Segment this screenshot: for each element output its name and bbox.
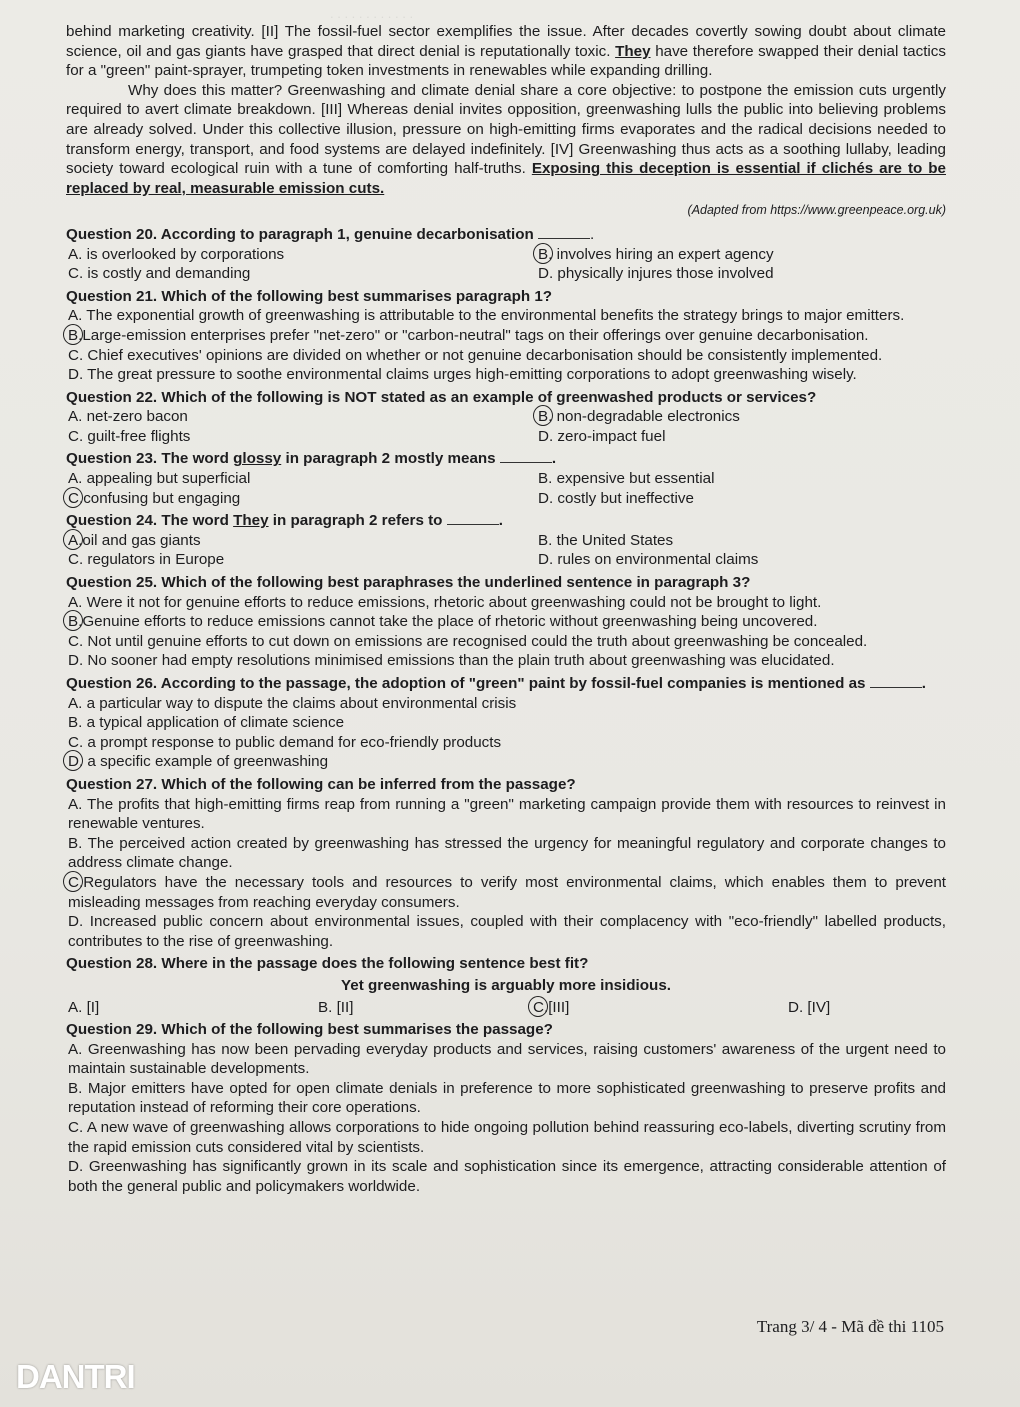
option-b[interactable]: B. involves hiring an expert agency (538, 245, 774, 263)
option-b[interactable]: B. the United States (538, 531, 674, 549)
option-a[interactable]: A. The profits that high-emitting firms reap from running a "green" marketing campaign provide them with resources to reinvest in renewable ventures. (68, 795, 946, 833)
options (66, 531, 946, 570)
page-content (66, 22, 946, 1196)
answer-blank (500, 450, 552, 463)
option-d[interactable]: D. The great pressure to soothe environmental claims urges high-emitting corporations to adopt greenwashing wisely. (68, 366, 857, 384)
option-c[interactable]: C.Regulators have the necessary tools and resources to verify most environmental claims, which enables them to prevent misleading messages from reaching everyday consumers. (68, 873, 946, 911)
option-a[interactable]: A. is overlooked by corporations (68, 245, 285, 263)
option-d[interactable]: D. Greenwashing has significantly grown in its scale and sophistication since its emergence, attracting considerable attention of both the general public and policymakers worldwide. (68, 1158, 946, 1195)
option-c[interactable]: C. Chief executives' opinions are divided on whether or not genuine decarbonisation should be consistently implemented. (68, 346, 883, 364)
option-a[interactable]: A. Greenwashing has now been pervading everyday products and services, raising customers' awareness of the urgent need to maintain sustainable developments. (68, 1040, 946, 1078)
question-stem: Question 22. Which of the following is NOT stated as an example of greenwashed products or services? (66, 388, 817, 406)
question-24 (66, 511, 946, 570)
answer-blank (538, 226, 590, 239)
question-stem: Question 28. Where in the passage does the following sentence best fit? (66, 955, 589, 973)
option-a[interactable]: A. The exponential growth of greenwashing is attributable to the environmental benefits the strategy brings to major emitters. (68, 307, 905, 325)
passage-paragraph-3: Why does this matter? Greenwashing and climate denial share a core objective: to postpone the emission cuts urgently required to avert climate breakdown. [III] Whereas denial invites opposition, greenwashing lulls the public into believing problems are already solved. Under this collective illusion, pressure on high-emitting firms evaporates and the radical decisions needed to transform energy, transport, and food systems are delayed indefinitely. [IV] Greenwashing thus acts as a soothing lullaby, leading society toward ecological ruin with a tune of comforting half-truths. Exposing this deception is essential if clichés are to be replaced by real, measurable emission cuts. (66, 81, 946, 197)
option-c[interactable]: C.[III] (533, 998, 570, 1016)
question-25 (66, 573, 946, 671)
circled-answer-mark: C. (533, 998, 549, 1016)
question-stem: Question 23. The word glossy in paragraph 2 mostly means . (66, 450, 557, 468)
circled-answer-mark: A. (68, 531, 83, 549)
option-c[interactable]: C. is costly and demanding (68, 265, 251, 283)
question-stem: Question 25. Which of the following best paraphrases the underlined sentence in paragraph 3? (66, 574, 751, 592)
option-a[interactable]: A. Were it not for genuine efforts to reduce emissions, rhetoric about greenwashing could not be brought to light. (68, 593, 822, 611)
they-underlined: They (615, 42, 651, 60)
option-b[interactable]: B.Genuine efforts to reduce emissions cannot take the place of rhetoric without greenwashing being uncovered. (68, 613, 818, 631)
dantri-watermark-logo: DANTRI (16, 1358, 135, 1395)
page-footer: Trang 3/ 4 - Mã đề thi 1105 (756, 1317, 944, 1336)
question-stem: Question 27. Which of the following can be inferred from the passage? (66, 775, 576, 793)
option-a[interactable]: A. net-zero bacon (68, 408, 188, 426)
option-b[interactable]: B. non-degradable electronics (538, 408, 740, 426)
option-a[interactable]: A. [I] (68, 998, 100, 1016)
option-b[interactable]: B. expensive but essential (538, 470, 715, 488)
options (66, 998, 946, 1018)
circled-answer-mark: B. (538, 408, 553, 426)
circled-answer-mark: D. (68, 753, 84, 771)
option-c[interactable]: C. a prompt response to public demand for eco-friendly products (68, 733, 502, 751)
underlined-sentence: Exposing this deception is essential if clichés are to be replaced by real, measurable emission cuts. (66, 160, 946, 197)
option-c[interactable]: C. A new wave of greenwashing allows corporations to hide ongoing pollution behind reassuring eco-labels, diverting scrutiny from the rapid emission cuts considered vital by scientists. (68, 1119, 946, 1156)
insert-sentence: Yet greenwashing is arguably more insidious. (341, 976, 671, 994)
question-23 (66, 449, 946, 508)
option-d[interactable]: D. a specific example of greenwashing (68, 753, 329, 771)
option-d[interactable]: D. Increased public concern about environmental issues, coupled with their complacency with "eco-friendly" labelled products, contributes to the rise of greenwashing. (68, 913, 946, 950)
question-stem: Question 20. According to paragraph 1, genuine decarbonisation . (66, 225, 595, 243)
option-b[interactable]: B. [II] (318, 998, 354, 1016)
options (66, 245, 946, 284)
question-26 (66, 674, 946, 772)
question-stem: Question 21. Which of the following best summarises paragraph 1? (66, 287, 553, 305)
question-20 (66, 225, 946, 284)
question-stem: Question 26. According to the passage, the adoption of "green" paint by fossil-fuel companies is mentioned as . (66, 675, 926, 692)
options (66, 407, 946, 446)
option-a[interactable]: A.oil and gas giants (68, 531, 201, 549)
question-28 (66, 954, 946, 1017)
option-b[interactable]: B.Large-emission enterprises prefer "net-zero" or "carbon-neutral" tags on their offerings over genuine decarbonisation. (68, 326, 869, 344)
circled-answer-mark: C. (68, 873, 84, 891)
passage-paragraph-2: behind marketing creativity. [II] The fossil-fuel sector exemplifies the issue. After decades covertly sowing doubt about climate science, oil and gas giants have grasped that direct denial is reputationally toxic. They have therefore swapped their denial tactics for a "green" paint-sprayer, trumpeting token investments in renewables while expanding drilling. (66, 23, 946, 80)
question-stem: Question 29. Which of the following best summarises the passage? (66, 1021, 553, 1039)
circled-answer-mark: C. (68, 489, 84, 507)
option-c[interactable]: C.confusing but engaging (68, 489, 241, 507)
circled-answer-mark: B. (68, 326, 83, 344)
option-d[interactable]: D. rules on environmental claims (538, 551, 759, 569)
option-c[interactable]: C. Not until genuine efforts to cut down on emissions are recognised could the truth about greenwashing be concealed. (68, 632, 868, 650)
option-c[interactable]: C. guilt-free flights (68, 427, 191, 445)
option-b[interactable]: B. a typical application of climate science (68, 714, 345, 732)
option-b[interactable]: B. The perceived action created by greenwashing has stressed the urgency for meaningful regulatory and corporate changes to address climate change. (68, 834, 946, 872)
option-a[interactable]: A. a particular way to dispute the claims about environmental crisis (68, 694, 517, 712)
show-through-text: . . . . . . . . . . . . (330, 6, 414, 21)
question-29 (66, 1020, 946, 1196)
question-stem: Question 24. The word They in paragraph 2 refers to . (66, 512, 503, 530)
option-b[interactable]: B. Major emitters have opted for open climate denials in preference to more sophisticated greenwashing to preserve profits and reputation instead of reforming their core operations. (68, 1079, 946, 1117)
option-a[interactable]: A. appealing but superficial (68, 470, 251, 488)
circled-answer-mark: B. (538, 245, 553, 263)
question-22 (66, 388, 946, 447)
answer-blank (870, 675, 922, 688)
options (66, 469, 946, 508)
option-d[interactable]: D. costly but ineffective (538, 489, 694, 507)
passage-source: (Adapted from https://www.greenpeace.org.uk) (687, 203, 946, 218)
option-d[interactable]: D. physically injures those involved (538, 265, 774, 283)
option-d[interactable]: D. zero-impact fuel (538, 427, 666, 445)
option-d[interactable]: D. No sooner had empty resolutions minimised emissions than the plain truth about greenwashing was elucidated. (68, 652, 835, 670)
answer-blank (447, 512, 499, 525)
option-d[interactable]: D. [IV] (788, 998, 831, 1016)
circled-answer-mark: B. (68, 613, 83, 631)
question-27 (66, 775, 946, 951)
question-21 (66, 287, 946, 385)
option-c[interactable]: C. regulators in Europe (68, 551, 225, 569)
